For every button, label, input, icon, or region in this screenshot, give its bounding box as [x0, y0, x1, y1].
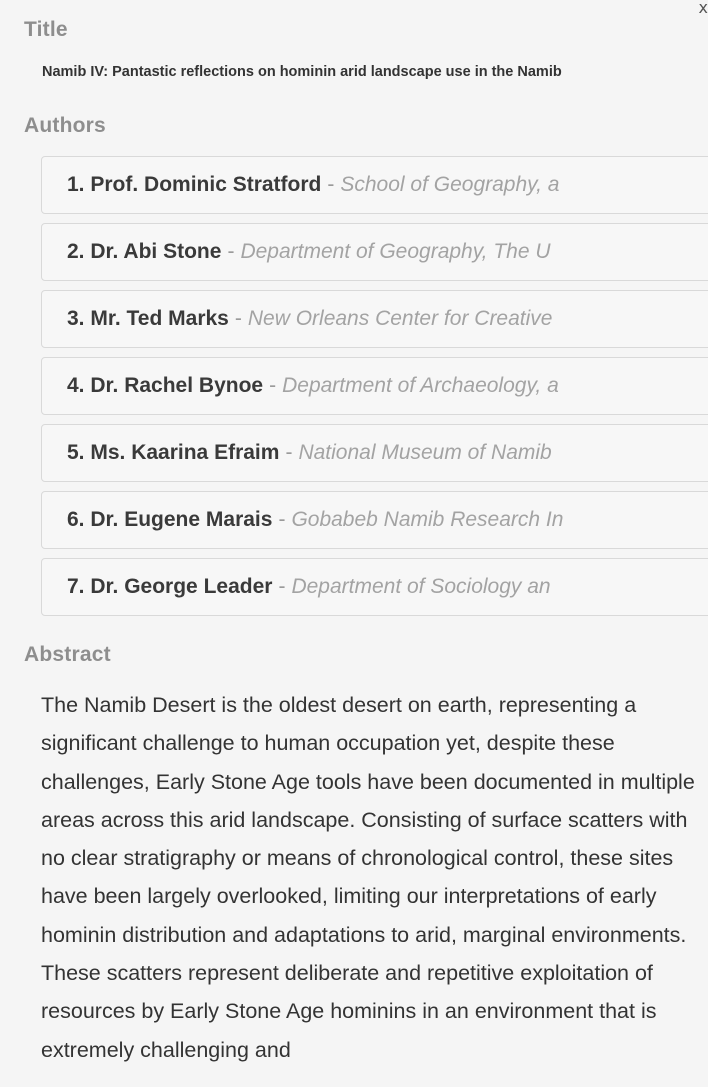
author-number: 3.	[67, 307, 85, 330]
author-separator: -	[269, 374, 277, 397]
author-number: 4.	[67, 374, 85, 397]
author-number: 6.	[67, 508, 85, 531]
author-affiliation: Department of Sociology an	[291, 575, 551, 598]
author-affiliation: Gobabeb Namib Research In	[291, 508, 564, 531]
author-number: 1.	[67, 173, 85, 196]
author-item-6[interactable]	[41, 491, 708, 549]
author-separator: -	[327, 173, 335, 196]
author-name: Dr. George Leader	[90, 575, 273, 598]
author-item-4[interactable]	[41, 357, 708, 415]
author-affiliation: School of Geography, a	[340, 173, 560, 196]
author-list	[41, 156, 708, 625]
authors-heading: Authors	[24, 114, 106, 137]
paper-title: Namib IV: Pantastic reflections on hominin arid landscape use in the Namib	[42, 64, 562, 80]
author-name: Prof. Dominic Stratford	[90, 173, 322, 196]
author-item-3[interactable]	[41, 290, 708, 348]
author-affiliation: Department of Geography, The U	[240, 240, 551, 263]
title-heading: Title	[24, 18, 68, 41]
author-name: Dr. Rachel Bynoe	[90, 374, 264, 397]
author-name: Mr. Ted Marks	[90, 307, 229, 330]
author-item-5[interactable]	[41, 424, 708, 482]
author-item-1[interactable]	[41, 156, 708, 214]
author-number: 7.	[67, 575, 85, 598]
author-separator: -	[234, 307, 242, 330]
author-separator: -	[278, 575, 286, 598]
author-name: Dr. Eugene Marais	[90, 508, 273, 531]
author-number: 5.	[67, 441, 85, 464]
abstract-text: The Namib Desert is the oldest desert on earth, representing a significant challenge to human occupation yet, despite these challenges, Early Stone Age tools have been documented in multiple areas across this arid landscape. Consisting of surface scatters with no clear stratigraphy or means of chronological control, these sites have been largely overlooked, limiting our interpretations of early hominin distribution and adaptations to arid, marginal environments. These scatters represent deliberate and repetitive exploitation of resources by Early Stone Age hominins in an environment that is extremely challenging and	[41, 693, 695, 1062]
author-name: Dr. Abi Stone	[90, 240, 222, 263]
author-name: Ms. Kaarina Efraim	[90, 441, 280, 464]
author-item-2[interactable]	[41, 223, 708, 281]
abstract-heading: Abstract	[24, 643, 111, 666]
author-separator: -	[227, 240, 235, 263]
author-separator: -	[285, 441, 293, 464]
author-affiliation: Department of Archaeology, a	[282, 374, 559, 397]
close-icon[interactable]: x	[698, 0, 708, 17]
author-affiliation: National Museum of Namib	[298, 441, 552, 464]
author-separator: -	[278, 508, 286, 531]
author-affiliation: New Orleans Center for Creative	[247, 307, 553, 330]
author-number: 2.	[67, 240, 85, 263]
author-item-7[interactable]	[41, 558, 708, 616]
